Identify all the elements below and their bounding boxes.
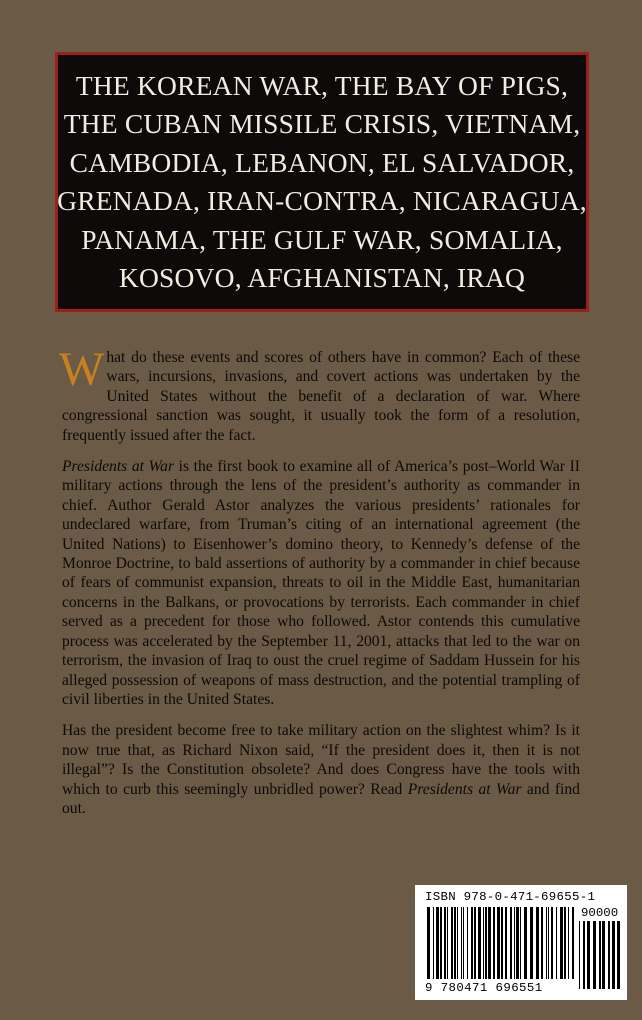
price-code: 90000 — [581, 906, 619, 920]
barcode-bars-main — [427, 907, 574, 979]
paragraph-3-text: Has the president become free to take military action on the slightest whim? Is it now true that, as Richard Nixon said, “If the president does it, then it is not illegal”? Is the Constitution obsolete? And does Congress have the tools with which to curb this seemingly unbridled power? Read — [62, 722, 580, 798]
isbn-label: ISBN 978-0-471-69655-1 — [425, 890, 596, 904]
paragraph-3-end: and find out. — [62, 780, 580, 817]
barcode-digits: 9 780471 696551 — [425, 981, 543, 995]
headline-line: THE CUBAN MISSILE CRISIS, VIETNAM, — [63, 108, 581, 139]
blurb-text — [59, 343, 580, 830]
paragraph-1 — [59, 343, 580, 445]
barcode-bars-addon — [579, 921, 620, 989]
paragraph-2 — [62, 457, 580, 709]
headline-line: KOSOVO, AFGHANISTAN, IRAQ — [118, 262, 526, 293]
drop-cap: W — [59, 343, 105, 396]
paragraph-2-text: is the first book to examine all of America’s post–World War II military actions through the lens of the president’s authority as commander in chief. Author Gerald Astor analyzes the various presidents’ rationales for undeclared warfare, from Truman’s citing of an international agreement (the United Nations) to Eisenhower’s domino theory, to Kennedy’s defense of the Monroe Doctrine, to bald assertions of authority by a commander in chief because of fears of communist expansion, threats to oil in the Middle East, humanitarian concerns in the Balkans, or provocations by terrorists. Each commander in chief served as a precedent for those who followed. Astor contends this cumulative process was accelerated by the September 11, 2001, attacks that led to the war on terrorism, the invasion of Iraq to oust the cruel regime of Saddam Hussein for his alleged possession of weapons of mass destruction, and the potential trampling of civil liberties in the United States. — [62, 458, 580, 708]
headline-box — [55, 52, 589, 312]
headline-line: PANAMA, THE GULF WAR, SOMALIA, — [81, 223, 563, 255]
paragraph-1-text: hat do these events and scores of others have in common? Each of these wars, incursions, invasions, and covert actions was undertaken by the United States without the benefit of a declaration of war. Where congressional sanction was sought, it usually took the form of a resolution, frequently issued after the fact. — [62, 349, 580, 444]
book-title: Presidents at War — [407, 780, 522, 798]
barcode-box — [415, 885, 627, 1000]
paragraph-3 — [62, 721, 580, 818]
headline-line: GRENADA, IRAN-CONTRA, NICARAGUA, — [57, 185, 587, 216]
headline-line: CAMBODIA, LEBANON, EL SALVADOR, — [69, 146, 575, 178]
book-title: Presidents at War — [62, 458, 175, 476]
headline-line: THE KOREAN WAR, THE BAY OF PIGS, — [75, 69, 569, 101]
